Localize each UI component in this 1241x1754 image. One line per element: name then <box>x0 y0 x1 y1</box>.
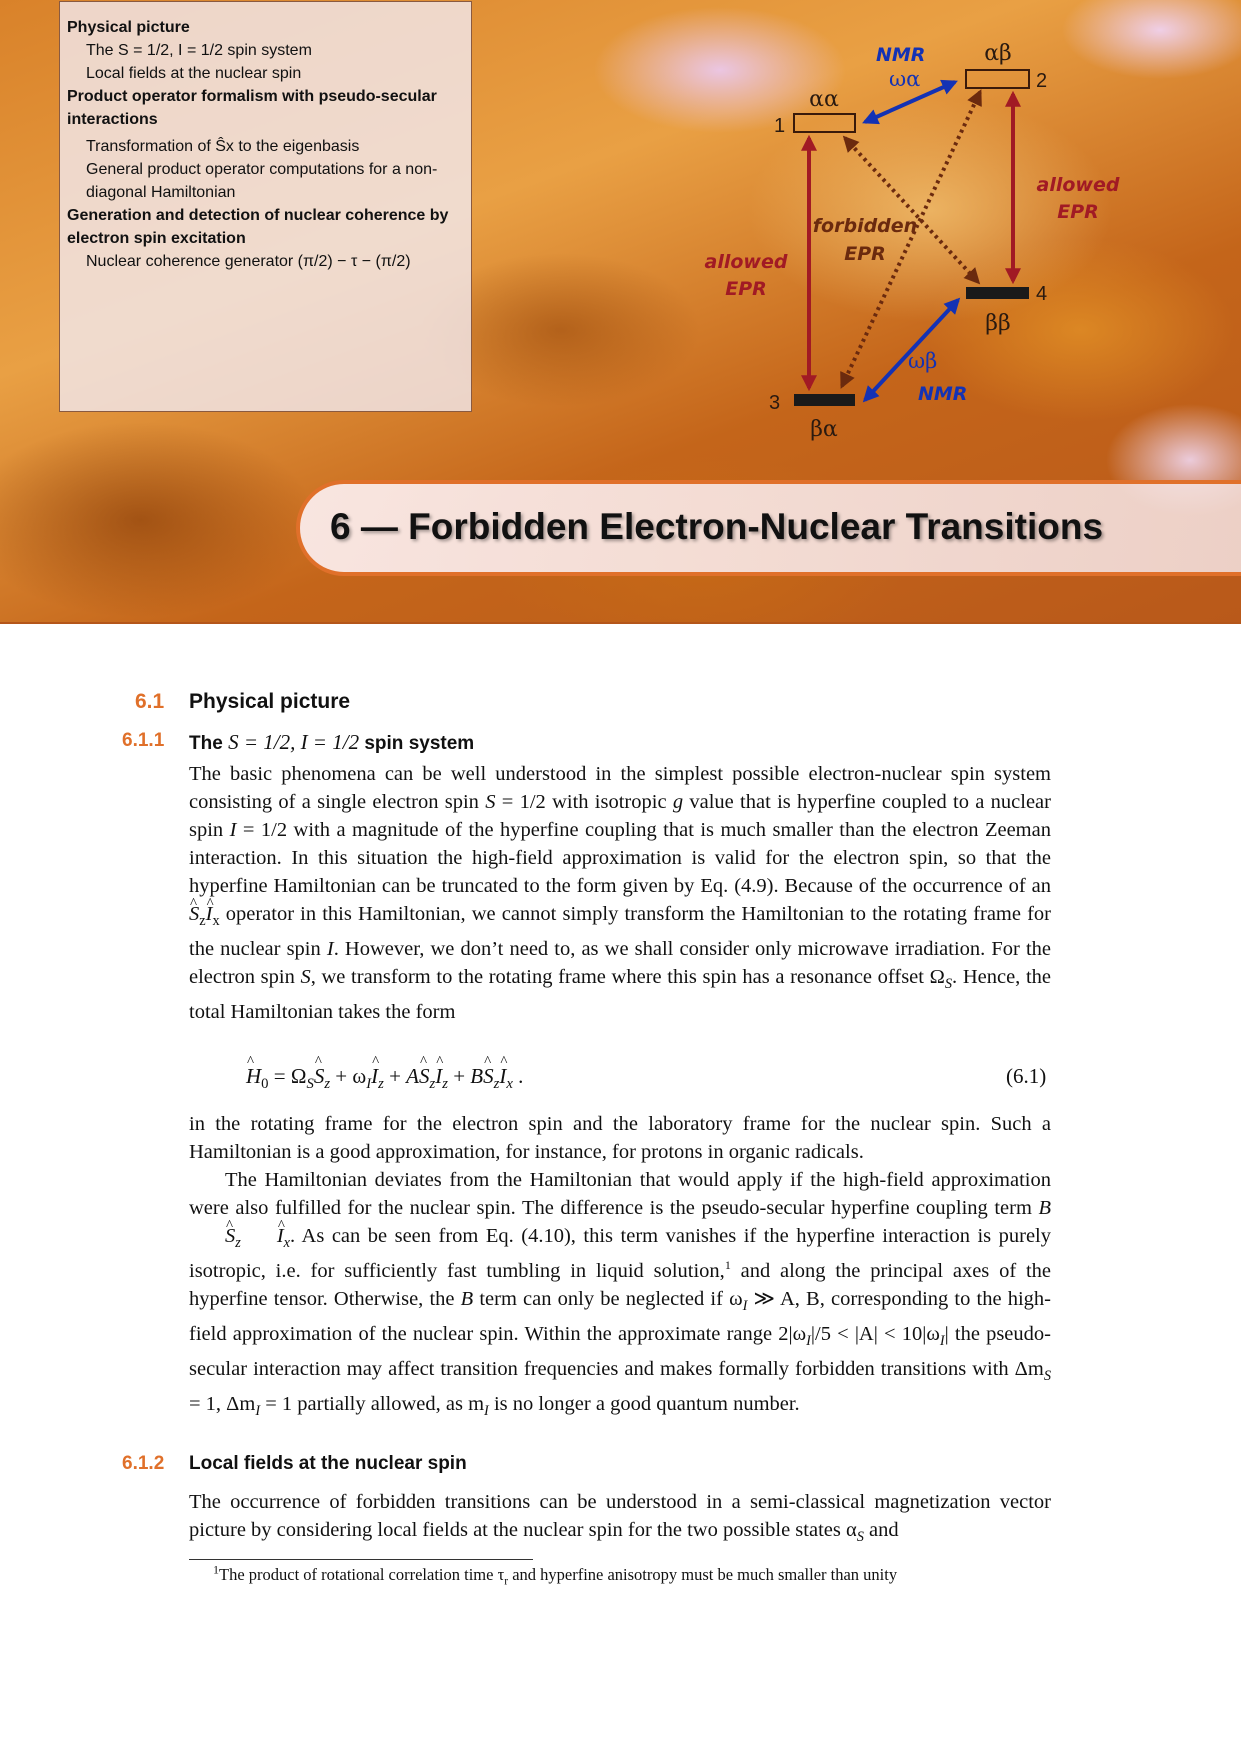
eq-sub: 0 <box>261 1076 269 1093</box>
text-run: and along the principal axes of the hyperfine tensor. Otherwise, the <box>189 1260 1052 1311</box>
chapter-title: 6 — Forbidden Electron-Nuclear Transitions <box>330 506 1104 547</box>
nmr-label-bottom: NMR <box>918 383 968 405</box>
text-run: ≫ A, B, corresponding to the high-field approximation of the nuclear spin. Within the approximate range 2|ω <box>189 1288 1051 1346</box>
forbidden-epr-label-2: EPR <box>844 243 886 265</box>
toc-subsection-link[interactable]: Transformation of Ŝx to the eigenbasis <box>86 138 360 155</box>
text-run: value that is hyperfine coupled to a nuclear spin <box>189 791 1051 841</box>
omega-beta-label: ωβ <box>908 349 938 373</box>
toc-section-link[interactable]: Product operator formalism with pseudo-secular interactions <box>67 88 437 128</box>
eq-part: . <box>512 1064 524 1088</box>
text-run: The occurrence of forbidden transitions can be understood in a semi-classical magnetization vector picture by considering local fields at the nuclear spin for the two possible states α <box>189 1491 1051 1541</box>
section-number: 6.1 <box>135 690 165 713</box>
toc-subsection-link[interactable]: General product operator computations for a non-diagonal Hamiltonian <box>86 161 438 201</box>
equation-6-1: ^ $H_0$ = $\Omega_S\^{}$ $S_z$ + $\omega_I\^{}$ $I_z$ + A^ $S_z\^{}$ $I_z$ + B^ $S_z\^{}$ $I_x$ . <box>246 1064 523 1093</box>
toc-subsection-link[interactable]: Local fields at the nuclear spin <box>86 65 302 82</box>
section-title-suffix: spin system <box>364 733 475 754</box>
level-4-state: ββ <box>985 311 1011 336</box>
text-run: = 1, Δm <box>189 1393 256 1416</box>
section-heading-6-1 <box>135 690 351 714</box>
level-1-state: αα <box>809 87 839 112</box>
text-run: . However, we don’t need to, as we shall consider only microwave irradiation. For the electron spin <box>189 938 1051 989</box>
level-1-box <box>794 114 855 132</box>
paragraph-2: in the rotating frame for the electron spin and the laboratory frame for the nuclear spin. Such a Hamiltonian is a good approximation, for instance, for protons in organic radicals. <box>189 1113 1051 1163</box>
level-3-state: βα <box>810 417 838 442</box>
section-title-prefix: The <box>189 733 223 754</box>
level-3-index: 3 <box>769 392 781 414</box>
text-run: |/5 < |A| < 10|ω <box>810 1323 940 1346</box>
footnote-marker: 1 <box>213 1562 219 1577</box>
footnote-marker[interactable]: 1 <box>724 1258 731 1273</box>
forbidden-epr-label-1: forbidden <box>812 215 918 237</box>
section-title: Physical picture <box>189 690 351 713</box>
paragraph-3: The Hamiltonian deviates from the Hamiltonian that would apply if the high-field approximation were also fulfilled for the nuclear spin. The difference is the pseudo-secular hyperfine coupling term B^ $S_z\^{}$ $I_x$. As can be seen from Eq. (4.10), this term vanishes if the hyperfine interaction is purely isotropic, i.e. for sufficiently fast tumbling in liquid solution,$^1$ and along the principal axes of the hyperfine tensor. Otherwise, the B term can only be neglected if $\omega_I$ ≫ A, B, corresponding to the high-field approximation of the nuclear spin. Within the approximate range $2|\omega_I|/5 < |A| < 10|\omega_I|$ the pseudo-secular interaction may affect transition frequencies and makes formally forbidden transitions with $\Delta m_S = 1$, $\Delta m_I = 1$ partially allowed, as $m_I$ is no longer a good quantum number. <box>189 1166 1051 1425</box>
eq-part: + ω <box>330 1064 367 1088</box>
chapter-title-bar <box>296 480 1241 576</box>
eq-part: + <box>383 1064 407 1088</box>
text-run: term can only be neglected if ω <box>473 1288 743 1311</box>
eq-part: = Ω <box>268 1064 307 1088</box>
math-symbol: S <box>485 791 496 813</box>
section-number: 6.1.2 <box>122 1453 165 1474</box>
section-title-math: S = 1/2, I = 1/2 <box>228 730 360 754</box>
text-run: . Hence, the total Hamiltonian takes the form <box>189 966 1051 1024</box>
chapter-banner <box>0 0 1241 624</box>
text-run: = 1/2 with isotropic <box>495 791 673 813</box>
allowed-epr-label-left-1: allowed <box>704 251 788 273</box>
forbidden-epr-arrow-2 <box>842 92 980 386</box>
section-title: Local fields at the nuclear spin <box>189 1453 467 1474</box>
text-run: , we transform to the rotating frame where this spin has a resonance offset Ω <box>310 966 945 989</box>
eq-part: + <box>447 1064 471 1088</box>
level-1-index: 1 <box>774 115 786 137</box>
math-symbol: I <box>229 819 237 841</box>
level-4-index: 4 <box>1036 283 1048 305</box>
text-run: operator in this Hamiltonian, we cannot simply transform the Hamiltonian to the rotating frame for the nuclear spin <box>189 903 1051 961</box>
math-SzIx: ^ $S_z\^{}$ $I_x$ <box>189 903 220 925</box>
text-run: = 1 partially allowed, as m <box>260 1393 485 1416</box>
footnote-rule <box>189 1559 533 1560</box>
toc-subsection-link[interactable]: Nuclear coherence generator (π/2) − τ − (π/2) <box>86 253 411 270</box>
toc-section-link[interactable]: Physical picture <box>67 19 190 36</box>
paragraph-1: The basic phenomena can be well understood in the simplest possible electron-nuclear spin system consisting of a single electron spin S = 1/2 with isotropic g value that is hyperfine coupled to a nuclear spin I = 1/2 with a magnitude of the hyperfine coupling that is much smaller than the electron Zeeman interaction. In this situation the high-field approximation is valid for the electron spin, so that the hyperfine Hamiltonian can be truncated to the form given by Eq. (4.9). Because of the occurrence of an ^ $S_z\^{}$ $I_x$ operator in this Hamiltonian, we cannot simply transform the Hamiltonian to the rotating frame for the nuclear spin I. However, we don’t need to, as we shall consider only microwave irradiation. For the electron spin S, we transform to the rotating frame where this spin has a resonance offset $\Omega_S$. Hence, the total Hamiltonian takes the form <box>189 760 1051 1026</box>
text-run: and hyperfine anisotropy must be much smaller than unity <box>508 1565 898 1584</box>
math-symbol: S <box>300 966 311 989</box>
text-run: is no longer a good quantum number. <box>488 1393 800 1416</box>
math-symbol: g <box>672 791 684 813</box>
math-BSzIx: B^ $S_z\^{}$ $I_x$ <box>189 1197 1051 1247</box>
allowed-epr-label-right-2: EPR <box>1057 201 1099 223</box>
allowed-epr-label-right-1: allowed <box>1036 174 1120 196</box>
footnote-sub: r <box>504 1575 509 1588</box>
paragraph-4: The occurrence of forbidden transitions can be understood in a semi-classical magnetization vector picture by considering local fields at the nuclear spin for the two possible states $\alpha_S$ and <box>189 1491 1051 1546</box>
allowed-epr-label-left-2: EPR <box>725 278 767 300</box>
section-heading-6-1-2 <box>122 1453 467 1475</box>
text-run: and <box>863 1519 899 1541</box>
level-3-bar <box>794 394 855 406</box>
level-2-box <box>966 70 1029 88</box>
nmr-label-top: NMR <box>876 44 926 66</box>
level-2-index: 2 <box>1036 70 1048 92</box>
text-run: The product of rotational correlation time τ <box>219 1565 505 1584</box>
equation-number: (6.1) <box>1006 1064 1047 1088</box>
eq-part: B <box>470 1064 484 1088</box>
section-number: 6.1.1 <box>122 730 165 751</box>
toc-section-link[interactable]: Generation and detection of nuclear coherence by electron spin excitation <box>67 207 449 247</box>
text-run: The basic phenomena can be well understood in the simplest possible electron-nuclear spin system consisting of a single electron spin <box>189 763 1051 813</box>
text-run: = 1/2 with a magnitude of the hyperfine coupling that is much smaller than the electron Zeeman interaction. In this situation the high-field approximation is valid for the electron spin, so that the hyperfine Hamiltonian can be truncated to the form given by Eq. (4.9). Because of the occurrence of an <box>189 819 1051 897</box>
eq-part: A <box>406 1064 419 1088</box>
level-2-state: αβ <box>984 41 1012 66</box>
text-run: The Hamiltonian deviates from the Hamiltonian that would apply if the high-field approximation were also fulfilled for the nuclear spin. The difference is the pseudo-secular hyperfine coupling term <box>189 1169 1051 1219</box>
level-4-bar <box>966 287 1029 299</box>
math-symbol: I <box>326 938 334 961</box>
toc-subsection-link[interactable]: The S = 1/2, I = 1/2 spin system <box>86 42 312 59</box>
footnote-1 <box>213 1562 898 1588</box>
text-run: . As can be seen from Eq. (4.10), this term vanishes if the hyperfine interaction is purely isotropic, i.e. for sufficiently fast tumbling in liquid solution, <box>189 1225 1051 1283</box>
text-run: | the pseudo-secular interaction may affect transition frequencies and makes formally forbidden transitions with Δm <box>189 1323 1051 1381</box>
section-heading-6-1-1 <box>122 730 475 755</box>
omega-alpha-label: ωα <box>889 67 921 91</box>
